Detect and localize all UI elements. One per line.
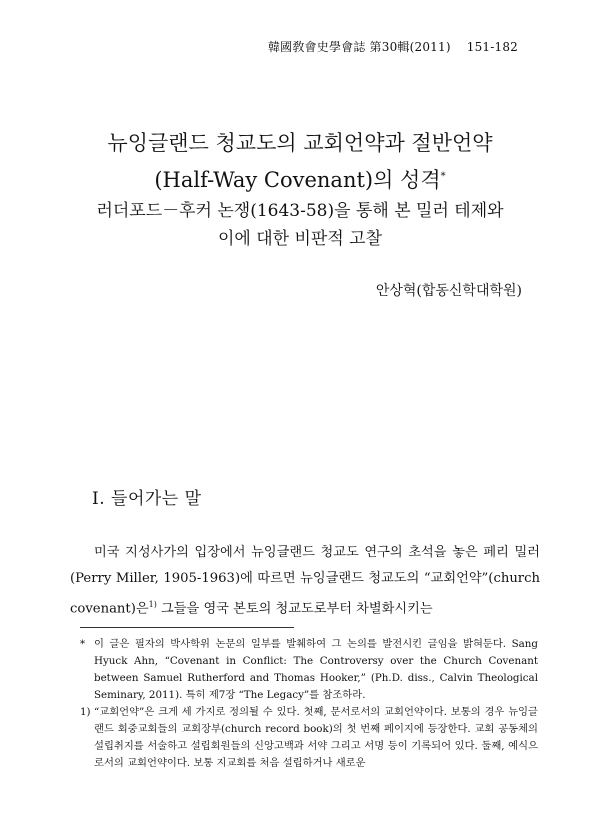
body-text-part-2: 그들을 영국 본토의 청교도로부터 차별화시키는	[156, 601, 433, 617]
section-heading: Ⅰ. 들어가는 말	[92, 489, 202, 509]
body-paragraph	[70, 540, 540, 622]
body-text	[70, 540, 540, 622]
running-header	[268, 38, 518, 55]
subtitle-line-2: 이에 대한 비판적 고찰	[217, 229, 382, 249]
footnote-star	[80, 636, 538, 704]
page-range: 151-182	[466, 40, 518, 54]
footnote-mark: *	[80, 638, 86, 650]
footnote-1	[80, 704, 538, 772]
subtitle-line-1: 러더포드－후커 논쟁(1643-58)을 통해 본 밀러 테제와	[96, 201, 504, 221]
footnote-divider	[80, 627, 294, 628]
footnote-text: 이 글은 필자의 박사학위 논문의 일부를 발췌하여 그 논의를 발전시킨 글임을 밝혀둔다. Sang Hyuck Ahn, “Covenant in Conflict: The Controversy over the Church Covenant between Samuel Rutherford and Thomas Hooker,” (Ph.D. diss., Calvin Theological Seminary, 2011). 특히 제7장 “The Legacy”를 참조하라.	[94, 638, 538, 701]
title-line-2-text: (Half-Way Covenant)의 성격	[154, 168, 441, 192]
title-line-1: 뉴잉글랜드 청교도의 교회언약과 절반언약	[107, 131, 493, 155]
author-name: 안상혁(합동신학대학원)	[375, 283, 522, 299]
footnote-reference-1[interactable]: 1)	[148, 600, 157, 609]
journal-name: 韓國敎會史學會誌 第30輯(2011)	[267, 40, 451, 54]
footnote-mark: 1)	[80, 706, 91, 718]
title-footnote-mark[interactable]: *	[440, 171, 446, 182]
title-line-2	[0, 160, 600, 197]
footnote-text: “교회언약”은 크게 세 가지로 정의될 수 있다. 첫째, 문서로서의 교회언약이다. 보통의 경우 뉴잉글랜드 회중교회들의 교회장부(church record book)의 첫 번째 페이지에 등장한다. 교회 공동체의 설립취지를 서술하고 설립회원들의 신앙고백과 서약 그리고 서명 등이 기록되어 있다. 둘째, 예식으로서의 교회언약이다. 보통 지교회를 처음 설립하거나 새로운	[94, 706, 538, 769]
article-title-block	[0, 126, 600, 253]
body-text-part-1: 미국 지성사가의 입장에서 뉴잉글랜드 청교도 연구의 초석을 놓은 페리 밀러(Perry Miller, 1905-1963)에 따르면 뉴잉글랜드 청교도의 “교회언약”(church covenant)은	[70, 545, 540, 617]
footnotes	[80, 636, 538, 772]
